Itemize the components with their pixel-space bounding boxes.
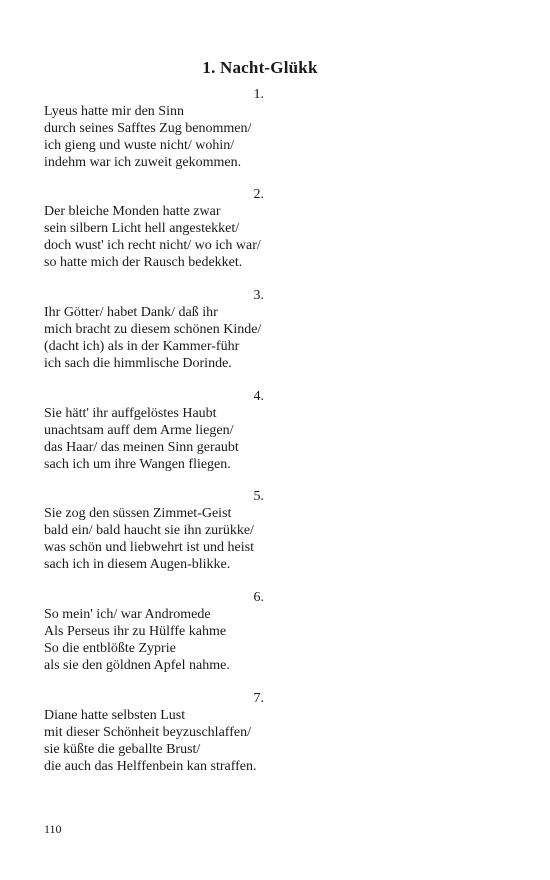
- verse-line: sach ich um ihre Wangen fliegen.: [44, 457, 231, 472]
- verse-line: (dacht ich) als in der Kammer-führ: [44, 339, 240, 354]
- stanza-5: [44, 488, 344, 573]
- verse-line: das Haar/ das meinen Sinn geraubt: [44, 440, 239, 455]
- verse-line: Sie hätt' ihr auffgelöstes Haubt: [44, 406, 217, 421]
- verse-line: was schön und liebwehrt ist und heist: [44, 540, 254, 555]
- verse-line: ich sach die himmlische Dorinde.: [44, 356, 232, 371]
- stanza-number: 6.: [253, 590, 264, 605]
- stanza-1: [44, 86, 344, 171]
- verse-line: Diane hatte selbsten Lust: [44, 708, 186, 723]
- verse-line: doch wust' ich recht nicht/ wo ich war/: [44, 238, 261, 253]
- stanza-number: 5.: [253, 489, 264, 504]
- verse-line: sie küßte die geballte Brust/: [44, 742, 201, 757]
- verse-line: Lyeus hatte mir den Sinn: [44, 104, 184, 119]
- stanza-4: [44, 388, 344, 473]
- stanza-number: 1.: [253, 87, 264, 102]
- verse-line: So mein' ich/ war Andromede: [44, 607, 211, 622]
- stanza-2: [44, 186, 344, 271]
- poem-title: 1. Nacht-Glükk: [202, 58, 318, 77]
- verse-line: Als Perseus ihr zu Hülffe kahme: [44, 624, 227, 639]
- stanza-3: [44, 287, 344, 372]
- verse-line: bald ein/ bald haucht sie ihn zurükke/: [44, 523, 254, 538]
- verse-line: so hatte mich der Rausch bedekket.: [44, 255, 243, 270]
- stanza-number: 3.: [253, 288, 264, 303]
- verse-line: unachtsam auff dem Arme liegen/: [44, 423, 234, 438]
- stanza-7: [44, 690, 344, 775]
- verse-line: So die entblößte Zyprie: [44, 641, 176, 656]
- verse-line: ich gieng und wuste nicht/ wohin/: [44, 138, 235, 153]
- stanza-number: 2.: [253, 187, 264, 202]
- verse-line: sein silbern Licht hell angestekket/: [44, 221, 240, 236]
- stanza-6: [44, 589, 344, 674]
- verse-line: Ihr Götter/ habet Dank/ daß ihr: [44, 305, 218, 320]
- verse-line: sach ich in diesem Augen-blikke.: [44, 557, 231, 572]
- verse-line: durch seines Safftes Zug benommen/: [44, 121, 252, 136]
- stanza-number: 4.: [253, 389, 264, 404]
- verse-line: mit dieser Schönheit beyzuschlaffen/: [44, 725, 251, 740]
- page-number: 110: [44, 822, 62, 836]
- verse-line: Der bleiche Monden hatte zwar: [44, 204, 221, 219]
- verse-line: indehm war ich zuweit gekommen.: [44, 155, 242, 170]
- verse-line: mich bracht zu diesem schönen Kinde/: [44, 322, 262, 337]
- verse-line: Sie zog den süssen Zimmet-Geist: [44, 506, 232, 521]
- verse-line: als sie den göldnen Apfel nahme.: [44, 658, 230, 673]
- stanza-number: 7.: [253, 691, 264, 706]
- verse-line: die auch das Helffenbein kan straffen.: [44, 759, 257, 774]
